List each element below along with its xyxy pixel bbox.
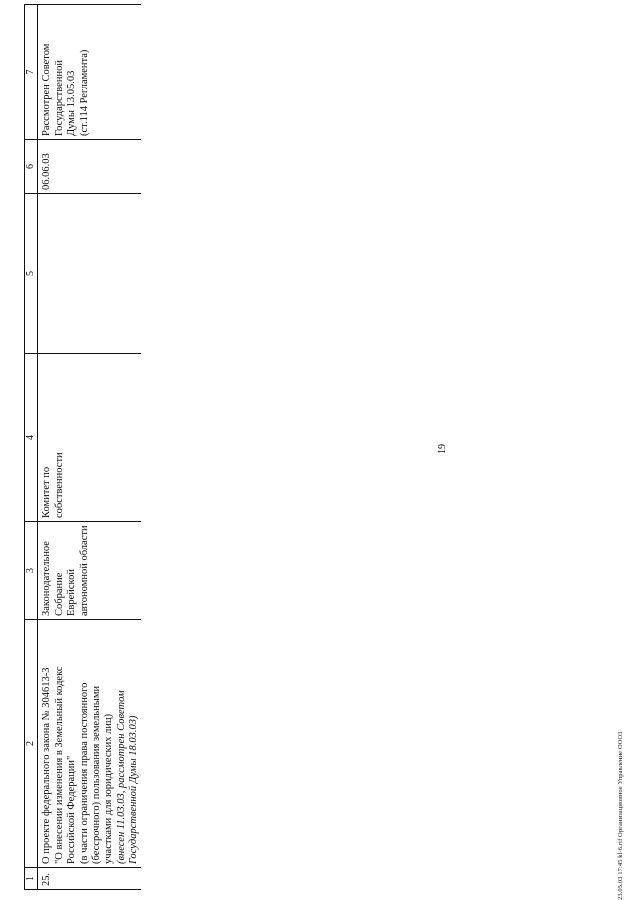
date-cell: 06.06.03 — [38, 140, 141, 194]
author-line: Законодательное — [41, 541, 53, 616]
status-cell — [38, 5, 141, 140]
committee-cell — [38, 354, 141, 522]
bill-line: О проекте федерального закона № 304613-3 — [41, 667, 53, 864]
bill-line: (бессрочного) пользования земельными — [91, 685, 103, 864]
status-line: (ст.114 Регламента) — [78, 49, 90, 136]
status-line: Государственной — [53, 60, 65, 136]
header-col-4: 4 — [25, 354, 38, 522]
footer: 23.05.03 17:45 kl-6.rtf Организационное Управление ООО3 — [617, 731, 624, 900]
header-col-3: 3 — [25, 522, 38, 620]
bill-note-line: Государственной Думы 18.03.03) — [128, 715, 140, 864]
author-cell — [38, 522, 141, 620]
status-line: Рассмотрен Советом — [41, 43, 53, 136]
header-col-2: 2 — [25, 620, 38, 868]
table-row — [38, 5, 141, 890]
row-number: 25. — [38, 868, 141, 890]
bill-line: (в части ограничения права постоянного — [78, 682, 90, 864]
status-line: Думы 13.05.03 — [66, 70, 78, 136]
committee-line: собственности — [53, 452, 65, 518]
bill-line: Российской Федерации" — [66, 755, 78, 864]
committee-line: Комитет по — [41, 466, 53, 518]
document-table — [24, 4, 141, 890]
header-col-1: 1 — [25, 868, 38, 890]
page-number: 19 — [437, 444, 448, 454]
header-col-6: 6 — [25, 140, 38, 194]
bill-line: "О внесении изменения в Земельный кодекс — [53, 666, 65, 864]
col5-cell — [38, 194, 141, 354]
author-line: Собрание Еврейской — [53, 569, 78, 616]
bill-line: участками для юридических лиц) — [103, 713, 115, 864]
header-col-5: 5 — [25, 194, 38, 354]
author-line: автономной области — [78, 525, 90, 616]
table-header-row — [25, 5, 38, 890]
bill-description — [38, 620, 141, 868]
bill-note-line: (внесен 11.03.03, рассмотрен Советом — [115, 690, 127, 864]
header-col-7: 7 — [25, 5, 38, 140]
